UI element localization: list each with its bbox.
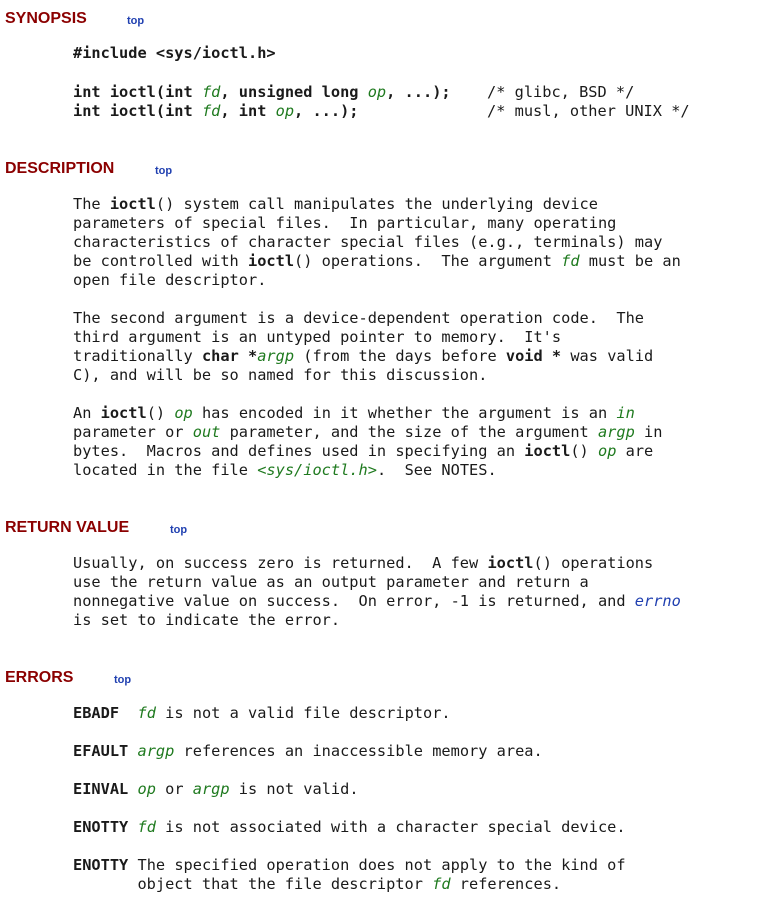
- errors-top-link[interactable]: top: [114, 674, 132, 686]
- synopsis-top-link[interactable]: top: [127, 15, 145, 27]
- return-value-heading: RETURN VALUE: [5, 519, 130, 536]
- description-p2-line4: C), and will be so named for this discussion.: [73, 366, 488, 384]
- description-p2-line3: traditionally char *argp (from the days before void * was valid: [73, 347, 654, 365]
- return-value-line2: use the return value as an output parameter and return a: [73, 573, 589, 591]
- prototype-musl-comment: /* musl, other UNIX */: [487, 102, 690, 120]
- error-einval: EINVAL op or argp is not valid.: [73, 780, 359, 798]
- return-value-line3: nonnegative value on success. On error, -1 is returned, and errno: [73, 592, 681, 610]
- description-p3-line3: bytes. Macros and defines used in specifying an ioctl() op are: [73, 442, 654, 460]
- errno-link[interactable]: errno: [634, 592, 681, 610]
- description-p1-line5: open file descriptor.: [73, 271, 267, 289]
- error-enotty-2-line1: ENOTTY The specified operation does not apply to the kind of: [73, 856, 626, 874]
- prototype-musl: int ioctl(int fd, int op, ...);: [73, 102, 359, 120]
- description-p2-line1: The second argument is a device-dependent operation code. The: [73, 309, 644, 327]
- include-line: #include <sys/ioctl.h>: [73, 44, 276, 62]
- description-p2-line2: third argument is an untyped pointer to memory. It's: [73, 328, 562, 346]
- description-p3-line2: parameter or out parameter, and the size of the argument argp in: [73, 423, 663, 441]
- description-p3-line4: located in the file <sys/ioctl.h>. See NOTES.: [73, 461, 497, 479]
- prototype-glibc-comment: /* glibc, BSD */: [487, 83, 635, 101]
- synopsis-heading: SYNOPSIS: [5, 10, 87, 27]
- return-value-line1: Usually, on success zero is returned. A few ioctl() operations: [73, 554, 654, 572]
- error-efault: EFAULT argp references an inaccessible memory area.: [73, 742, 543, 760]
- error-enotty-2-line2: object that the file descriptor fd references.: [73, 875, 562, 893]
- errors-heading: ERRORS: [5, 669, 74, 686]
- prototype-glibc: int ioctl(int fd, unsigned long op, ...);: [73, 83, 451, 101]
- description-p1-line3: characteristics of character special files (e.g., terminals) may: [73, 233, 663, 251]
- description-top-link[interactable]: top: [155, 165, 173, 177]
- return-value-top-link[interactable]: top: [170, 524, 188, 536]
- error-enotty-1: ENOTTY fd is not associated with a character special device.: [73, 818, 626, 836]
- error-ebadf: EBADF fd is not a valid file descriptor.: [73, 704, 451, 722]
- return-value-line4: is set to indicate the error.: [73, 611, 341, 629]
- description-p1-line4: be controlled with ioctl() operations. The argument fd must be an: [73, 252, 681, 270]
- description-p3-line1: An ioctl() op has encoded in it whether the argument is an in: [73, 404, 635, 422]
- description-p1-line1: The ioctl() system call manipulates the underlying device: [73, 195, 598, 213]
- description-p1-line2: parameters of special files. In particular, many operating: [73, 214, 617, 232]
- description-heading: DESCRIPTION: [5, 160, 115, 177]
